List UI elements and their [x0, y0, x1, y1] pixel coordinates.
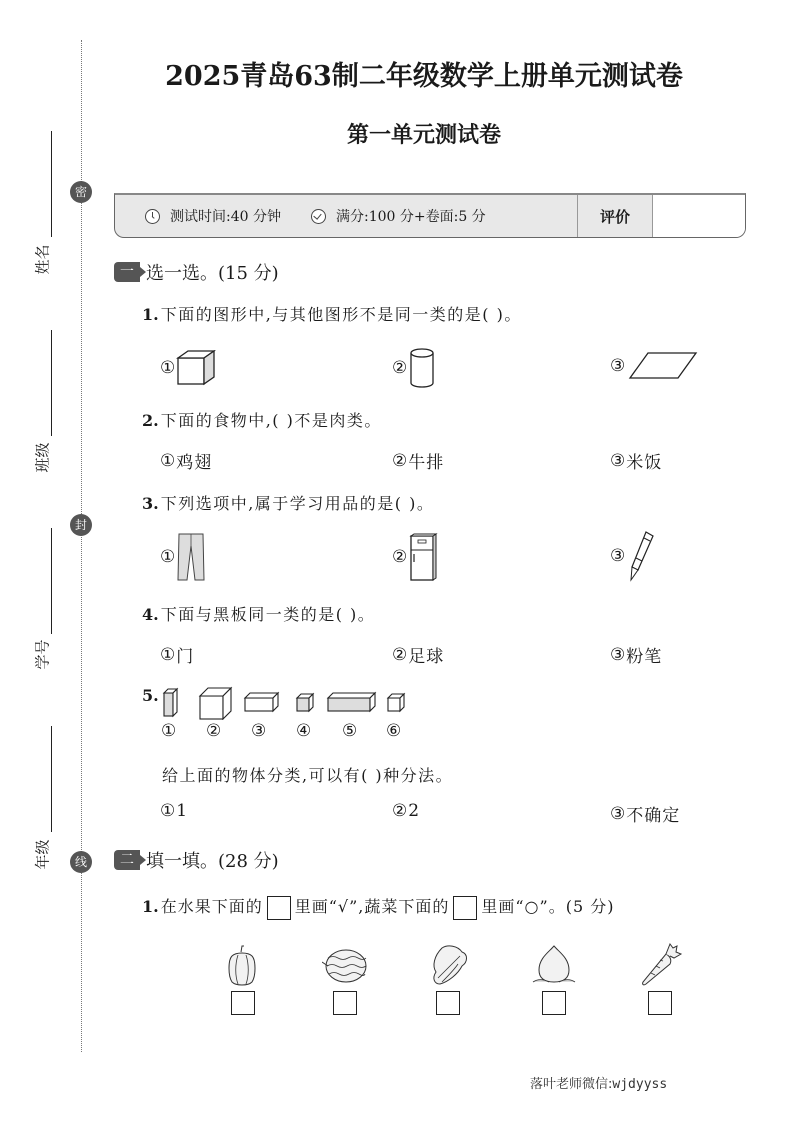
question-text: 下面与黑板同一类的是( )。	[160, 605, 376, 624]
pants-icon	[176, 532, 206, 582]
answer-box-5[interactable]	[648, 991, 672, 1015]
q1-3-option-1[interactable]	[160, 532, 206, 582]
clock-icon	[145, 209, 160, 224]
option-label: 米饭	[626, 453, 663, 473]
answer-box-3[interactable]	[436, 991, 460, 1015]
student-id-field-line[interactable]	[51, 528, 52, 634]
question-text-part: 在水果下面的	[160, 897, 263, 916]
grade-field-line[interactable]	[51, 726, 52, 832]
question-1-1	[142, 302, 522, 325]
option-mark: ③	[610, 356, 627, 376]
evaluation-label: 评价	[578, 195, 653, 237]
question-1-2	[142, 408, 382, 431]
option-mark: ①	[160, 801, 177, 821]
class-field-line[interactable]	[51, 330, 52, 436]
question-number: 3.	[142, 494, 159, 513]
page-subtitle: 第一单元测试卷	[346, 122, 501, 148]
section-1-heading	[114, 259, 279, 285]
option-mark: ②	[392, 801, 409, 821]
cylinder-icon	[408, 347, 436, 389]
grade-field-label: 年级	[33, 839, 52, 870]
question-number: 1.	[142, 897, 159, 916]
question-number: 2.	[142, 411, 159, 430]
answer-box-4[interactable]	[542, 991, 566, 1015]
option-mark: ③	[610, 450, 627, 471]
q1-1-option-2[interactable]	[392, 347, 436, 389]
option-mark: ①	[160, 547, 177, 567]
question-2-1	[142, 894, 614, 920]
question-text-part: 里画“√”,蔬菜下面的	[294, 897, 450, 916]
q1-2-option-2[interactable]	[392, 448, 444, 473]
option-mark: ③	[610, 644, 627, 665]
option-mark: ②	[392, 358, 409, 378]
option-label: 不确定	[626, 806, 681, 826]
footer-wechat-id: wjdyyss	[612, 1077, 668, 1092]
option-label: 鸡翅	[176, 453, 213, 473]
watermelon-icon	[322, 948, 368, 984]
option-label: 粉笔	[626, 647, 663, 667]
solid-figures-icon	[160, 686, 420, 720]
section-1-score: (15 分)	[218, 263, 279, 284]
question-1-3	[142, 491, 434, 514]
option-mark: ③	[610, 803, 627, 824]
question-number: 1.	[142, 305, 159, 324]
section-1-badge: 一	[114, 262, 140, 282]
option-mark: ③	[610, 546, 627, 566]
q1-2-option-1[interactable]	[160, 448, 212, 473]
option-mark: ①	[160, 450, 177, 471]
q1-4-option-2[interactable]	[392, 642, 444, 667]
question-1-5-text: 给上面的物体分类,可以有( )种分法。	[162, 766, 454, 785]
option-mark: ①	[160, 358, 177, 378]
q1-5-option-3[interactable]	[610, 801, 680, 826]
parallelogram-icon	[626, 350, 698, 382]
q1-1-option-1[interactable]	[160, 350, 216, 386]
footer-label: 落叶老师微信:	[530, 1077, 613, 1092]
answer-box-2[interactable]	[333, 991, 357, 1015]
option-label: 门	[176, 647, 195, 667]
class-field-label: 班级	[33, 442, 52, 473]
check-circle-icon	[311, 209, 326, 224]
figure-label-6: ⑥	[386, 721, 403, 741]
time-limit-text: 测试时间:40 分钟	[170, 209, 281, 225]
option-mark: ②	[392, 450, 409, 471]
q1-4-option-1[interactable]	[160, 642, 194, 667]
section-2-badge: 二	[114, 850, 140, 870]
section-1-title: 选一选。	[146, 263, 218, 284]
answer-box-1[interactable]	[231, 991, 255, 1015]
option-mark: ②	[392, 547, 409, 567]
figure-label-2: ②	[206, 721, 223, 741]
question-number: 5.	[142, 686, 159, 705]
question-text: 下列选项中,属于学习用品的是( )。	[160, 494, 435, 513]
q1-2-option-3[interactable]	[610, 448, 662, 473]
fountain-pen-icon	[626, 530, 656, 582]
option-label: 牛排	[408, 453, 445, 473]
bell-pepper-icon	[226, 944, 258, 986]
blank-box-sample	[267, 896, 291, 920]
q1-5-option-1[interactable]	[160, 801, 188, 821]
evaluation-field[interactable]	[653, 195, 745, 237]
option-mark: ②	[392, 644, 409, 665]
option-label: 1	[176, 801, 189, 821]
exam-info-bar	[114, 193, 746, 238]
option-mark: ①	[160, 644, 177, 665]
q1-4-option-3[interactable]	[610, 642, 662, 667]
figure-label-4: ④	[296, 721, 313, 741]
peach-icon	[531, 944, 577, 986]
seal-mi: 密	[70, 181, 92, 203]
full-score-text: 满分:100 分+卷面:5 分	[335, 209, 486, 225]
q1-5-option-2[interactable]	[392, 801, 420, 821]
name-field-label: 姓名	[33, 244, 52, 275]
seal-xian: 线	[70, 851, 92, 873]
option-label: 2	[408, 801, 421, 821]
carrot-icon	[640, 942, 682, 988]
question-text: 下面的食物中,( )不是肉类。	[160, 411, 382, 430]
question-text-part: 里画“○”。(5 分)	[481, 897, 615, 916]
figure-label-1: ①	[161, 721, 178, 741]
cube-icon	[176, 350, 216, 386]
question-number: 4.	[142, 605, 159, 624]
q1-3-option-2[interactable]	[392, 532, 438, 582]
seal-feng: 封	[70, 514, 92, 536]
student-id-field-label: 学号	[33, 639, 52, 670]
cabbage-icon	[430, 944, 470, 986]
figure-label-3: ③	[251, 721, 268, 741]
exam-info	[115, 195, 578, 237]
refrigerator-icon	[408, 532, 438, 582]
page-title: 2025青岛63制二年级数学上册单元测试卷	[165, 61, 683, 92]
section-2-heading	[114, 847, 279, 873]
footer-contact	[530, 1073, 667, 1092]
question-1-5-number	[142, 686, 161, 705]
question-1-4	[142, 602, 375, 625]
figure-label-5: ⑤	[342, 721, 359, 741]
section-2-title: 填一填。	[146, 851, 218, 872]
q1-3-option-3[interactable]	[610, 530, 656, 582]
section-2-score: (28 分)	[218, 851, 279, 872]
blank-box-sample	[453, 896, 477, 920]
option-label: 足球	[408, 647, 445, 667]
q1-1-option-3[interactable]	[610, 350, 698, 382]
question-text: 下面的图形中,与其他图形不是同一类的是( )。	[160, 305, 522, 324]
